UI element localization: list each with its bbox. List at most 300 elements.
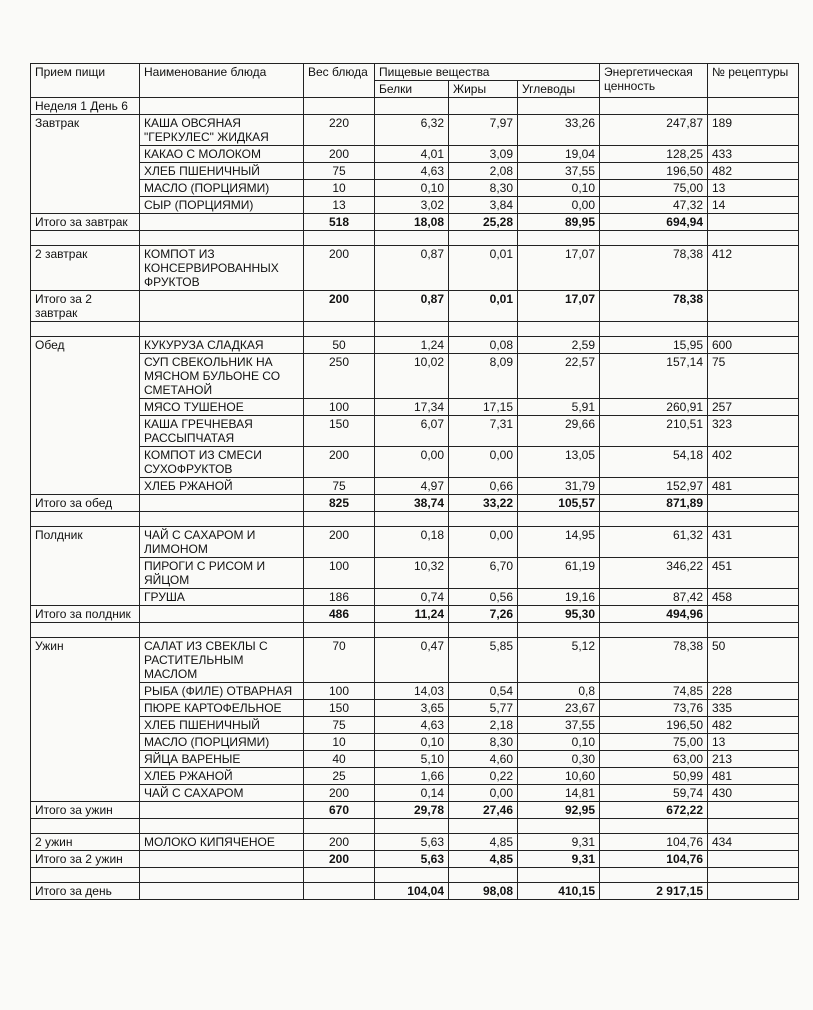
total-label: Итого за ужин: [31, 802, 140, 819]
dish-fat: 7,97: [449, 115, 518, 146]
dish-name: МОЛОКО КИПЯЧЕНОЕ: [140, 834, 304, 851]
empty-cell: [304, 868, 375, 883]
empty-cell: [304, 883, 375, 900]
total-energy: 672,22: [600, 802, 708, 819]
empty-cell: [375, 819, 449, 834]
dish-fat: 3,84: [449, 197, 518, 214]
dish-recipe: 323: [708, 416, 799, 447]
dish-row: [31, 180, 799, 197]
empty-cell: [375, 623, 449, 638]
dish-row: [31, 717, 799, 734]
dish-fat: 0,66: [449, 478, 518, 495]
dish-recipe: 600: [708, 337, 799, 354]
dish-weight: 150: [304, 700, 375, 717]
dish-recipe: 228: [708, 683, 799, 700]
dish-fat: 0,22: [449, 768, 518, 785]
dish-recipe: 482: [708, 163, 799, 180]
empty-cell: [31, 623, 140, 638]
dish-energy: 63,00: [600, 751, 708, 768]
dish-protein: 3,02: [375, 197, 449, 214]
dish-row: [31, 337, 799, 354]
dish-fat: 0,01: [449, 246, 518, 291]
empty-cell: [708, 606, 799, 623]
dish-row: [31, 478, 799, 495]
empty-cell: [31, 322, 140, 337]
dish-energy: 128,25: [600, 146, 708, 163]
dish-fat: 4,85: [449, 834, 518, 851]
empty-cell: [140, 802, 304, 819]
dish-recipe: 189: [708, 115, 799, 146]
dish-carbs: 0,30: [518, 751, 600, 768]
dish-row: [31, 115, 799, 146]
dish-row: [31, 163, 799, 180]
empty-cell: [140, 851, 304, 868]
dish-name: КОМПОТ ИЗ СМЕСИ СУХОФРУКТОВ: [140, 447, 304, 478]
dish-protein: 3,65: [375, 700, 449, 717]
empty-cell: [140, 623, 304, 638]
dish-row: [31, 246, 799, 291]
dish-protein: 0,14: [375, 785, 449, 802]
empty-cell: [708, 851, 799, 868]
empty-cell: [449, 322, 518, 337]
dish-fat: 6,70: [449, 558, 518, 589]
dish-row: [31, 354, 799, 399]
meal-name: Обед: [31, 337, 140, 495]
dish-weight: 200: [304, 785, 375, 802]
dish-name: ХЛЕБ РЖАНОЙ: [140, 768, 304, 785]
dish-recipe: 13: [708, 734, 799, 751]
empty-cell: [518, 868, 600, 883]
dish-carbs: 0,10: [518, 180, 600, 197]
dish-fat: 0,08: [449, 337, 518, 354]
dish-fat: 7,31: [449, 416, 518, 447]
dish-carbs: 2,59: [518, 337, 600, 354]
dish-recipe: 433: [708, 146, 799, 163]
dish-recipe: 481: [708, 768, 799, 785]
dish-protein: 0,10: [375, 180, 449, 197]
total-weight: 518: [304, 214, 375, 231]
dish-weight: 200: [304, 834, 375, 851]
day-total-row: [31, 883, 799, 900]
day-total-energy: 2 917,15: [600, 883, 708, 900]
empty-cell: [708, 291, 799, 322]
total-fat: 27,46: [449, 802, 518, 819]
dish-carbs: 0,00: [518, 197, 600, 214]
empty-cell: [449, 623, 518, 638]
empty-cell: [304, 231, 375, 246]
header-protein: Белки: [375, 81, 449, 98]
total-energy: 871,89: [600, 495, 708, 512]
dish-protein: 5,10: [375, 751, 449, 768]
meal-name: Ужин: [31, 638, 140, 802]
dish-recipe: 481: [708, 478, 799, 495]
dish-energy: 54,18: [600, 447, 708, 478]
dish-row: [31, 638, 799, 683]
spacer-row: [31, 512, 799, 527]
dish-protein: 17,34: [375, 399, 449, 416]
dish-recipe: 75: [708, 354, 799, 399]
dish-row: [31, 785, 799, 802]
total-protein: 18,08: [375, 214, 449, 231]
dish-fat: 0,56: [449, 589, 518, 606]
total-fat: 4,85: [449, 851, 518, 868]
empty-cell: [449, 512, 518, 527]
dish-energy: 78,38: [600, 638, 708, 683]
dish-protein: 10,02: [375, 354, 449, 399]
dish-recipe: 335: [708, 700, 799, 717]
week-day-label: Неделя 1 День 6: [31, 98, 140, 115]
empty-cell: [708, 322, 799, 337]
dish-fat: 8,30: [449, 180, 518, 197]
dish-carbs: 22,57: [518, 354, 600, 399]
empty-cell: [304, 512, 375, 527]
empty-cell: [600, 231, 708, 246]
dish-row: [31, 700, 799, 717]
dish-name: ПЮРЕ КАРТОФЕЛЬНОЕ: [140, 700, 304, 717]
dish-weight: 50: [304, 337, 375, 354]
dish-name: ПИРОГИ С РИСОМ И ЯЙЦОМ: [140, 558, 304, 589]
empty-cell: [375, 231, 449, 246]
dish-name: МАСЛО (ПОРЦИЯМИ): [140, 734, 304, 751]
dish-carbs: 33,26: [518, 115, 600, 146]
empty-cell: [518, 231, 600, 246]
dish-weight: 100: [304, 558, 375, 589]
dish-weight: 40: [304, 751, 375, 768]
dish-carbs: 10,60: [518, 768, 600, 785]
dish-row: [31, 558, 799, 589]
dish-energy: 59,74: [600, 785, 708, 802]
dish-name: МАСЛО (ПОРЦИЯМИ): [140, 180, 304, 197]
empty-cell: [31, 231, 140, 246]
spacer-row: [31, 322, 799, 337]
empty-cell: [140, 819, 304, 834]
empty-cell: [140, 291, 304, 322]
dish-recipe: 451: [708, 558, 799, 589]
meal-name: Завтрак: [31, 115, 140, 214]
dish-row: [31, 399, 799, 416]
total-label: Итого за полдник: [31, 606, 140, 623]
header-fat: Жиры: [449, 81, 518, 98]
dish-recipe: 50: [708, 638, 799, 683]
dish-energy: 157,14: [600, 354, 708, 399]
empty-cell: [140, 231, 304, 246]
total-weight: 670: [304, 802, 375, 819]
dish-carbs: 5,91: [518, 399, 600, 416]
empty-cell: [708, 883, 799, 900]
empty-cell: [140, 606, 304, 623]
empty-cell: [708, 802, 799, 819]
dish-recipe: 431: [708, 527, 799, 558]
empty-cell: [449, 868, 518, 883]
dish-name: ЯЙЦА ВАРЕНЫЕ: [140, 751, 304, 768]
total-protein: 0,87: [375, 291, 449, 322]
menu-table: [30, 63, 799, 900]
spacer-row: [31, 819, 799, 834]
dish-fat: 8,09: [449, 354, 518, 399]
dish-energy: 61,32: [600, 527, 708, 558]
empty-cell: [708, 819, 799, 834]
dish-row: [31, 447, 799, 478]
dish-protein: 0,10: [375, 734, 449, 751]
dish-row: [31, 683, 799, 700]
dish-fat: 2,08: [449, 163, 518, 180]
dish-carbs: 9,31: [518, 834, 600, 851]
total-energy: 494,96: [600, 606, 708, 623]
dish-weight: 220: [304, 115, 375, 146]
dish-name: СУП СВЕКОЛЬНИК НА МЯСНОМ БУЛЬОНЕ СО СМЕТАНОЙ: [140, 354, 304, 399]
dish-carbs: 37,55: [518, 163, 600, 180]
dish-weight: 100: [304, 683, 375, 700]
dish-name: ГРУША: [140, 589, 304, 606]
dish-protein: 0,18: [375, 527, 449, 558]
empty-cell: [708, 231, 799, 246]
empty-cell: [140, 868, 304, 883]
empty-cell: [708, 512, 799, 527]
dish-recipe: 482: [708, 717, 799, 734]
dish-weight: 150: [304, 416, 375, 447]
empty-cell: [708, 623, 799, 638]
dish-carbs: 17,07: [518, 246, 600, 291]
dish-energy: 15,95: [600, 337, 708, 354]
dish-protein: 0,74: [375, 589, 449, 606]
empty-cell: [140, 883, 304, 900]
dish-row: [31, 527, 799, 558]
dish-energy: 74,85: [600, 683, 708, 700]
dish-name: КАКАО С МОЛОКОМ: [140, 146, 304, 163]
dish-recipe: 434: [708, 834, 799, 851]
dish-energy: 210,51: [600, 416, 708, 447]
meal-name: Полдник: [31, 527, 140, 606]
dish-carbs: 31,79: [518, 478, 600, 495]
empty-cell: [518, 819, 600, 834]
dish-protein: 4,63: [375, 163, 449, 180]
empty-cell: [140, 322, 304, 337]
dish-name: РЫБА (ФИЛЕ) ОТВАРНАЯ: [140, 683, 304, 700]
dish-name: КАША ГРЕЧНЕВАЯ РАССЫПЧАТАЯ: [140, 416, 304, 447]
dish-carbs: 61,19: [518, 558, 600, 589]
dish-fat: 5,85: [449, 638, 518, 683]
section-total-row: [31, 851, 799, 868]
dish-weight: 70: [304, 638, 375, 683]
dish-energy: 196,50: [600, 717, 708, 734]
empty-cell: [708, 495, 799, 512]
empty-cell: [140, 495, 304, 512]
header-row: [31, 64, 799, 81]
dish-row: [31, 734, 799, 751]
dish-weight: 200: [304, 447, 375, 478]
spacer-row: [31, 623, 799, 638]
dish-weight: 100: [304, 399, 375, 416]
dish-energy: 73,76: [600, 700, 708, 717]
dish-weight: 186: [304, 589, 375, 606]
dish-fat: 0,00: [449, 527, 518, 558]
header-weight: Вес блюда: [304, 64, 375, 98]
dish-fat: 5,77: [449, 700, 518, 717]
dish-recipe: 430: [708, 785, 799, 802]
dish-fat: 0,00: [449, 447, 518, 478]
day-total-carbs: 410,15: [518, 883, 600, 900]
dish-carbs: 0,10: [518, 734, 600, 751]
dish-protein: 1,24: [375, 337, 449, 354]
total-label: Итого за обед: [31, 495, 140, 512]
dish-protein: 4,01: [375, 146, 449, 163]
dish-fat: 2,18: [449, 717, 518, 734]
empty-cell: [375, 322, 449, 337]
dish-row: [31, 768, 799, 785]
empty-cell: [600, 623, 708, 638]
dish-weight: 25: [304, 768, 375, 785]
dish-recipe: 402: [708, 447, 799, 478]
header-dish: Наименование блюда: [140, 64, 304, 98]
spacer-row: [31, 868, 799, 883]
dish-row: [31, 834, 799, 851]
total-weight: 200: [304, 851, 375, 868]
day-total-protein: 104,04: [375, 883, 449, 900]
dish-carbs: 37,55: [518, 717, 600, 734]
dish-carbs: 13,05: [518, 447, 600, 478]
empty-cell: [304, 322, 375, 337]
dish-carbs: 19,16: [518, 589, 600, 606]
dish-weight: 10: [304, 734, 375, 751]
dish-carbs: 14,81: [518, 785, 600, 802]
total-energy: 694,94: [600, 214, 708, 231]
empty-cell: [31, 868, 140, 883]
empty-cell: [518, 322, 600, 337]
dish-weight: 200: [304, 246, 375, 291]
total-energy: 78,38: [600, 291, 708, 322]
empty-cell: [518, 623, 600, 638]
dish-fat: 3,09: [449, 146, 518, 163]
dish-protein: 0,47: [375, 638, 449, 683]
dish-energy: 260,91: [600, 399, 708, 416]
dish-fat: 8,30: [449, 734, 518, 751]
section-total-row: [31, 214, 799, 231]
dish-carbs: 19,04: [518, 146, 600, 163]
empty-cell: [304, 623, 375, 638]
total-fat: 25,28: [449, 214, 518, 231]
total-energy: 104,76: [600, 851, 708, 868]
total-weight: 825: [304, 495, 375, 512]
dish-protein: 0,00: [375, 447, 449, 478]
day-total-fat: 98,08: [449, 883, 518, 900]
dish-recipe: 14: [708, 197, 799, 214]
week-day-row: [31, 98, 799, 115]
dish-recipe: 412: [708, 246, 799, 291]
dish-row: [31, 751, 799, 768]
dish-energy: 78,38: [600, 246, 708, 291]
empty-cell: [31, 819, 140, 834]
dish-name: МЯСО ТУШЕНОЕ: [140, 399, 304, 416]
dish-weight: 10: [304, 180, 375, 197]
dish-energy: 47,32: [600, 197, 708, 214]
dish-recipe: 257: [708, 399, 799, 416]
dish-fat: 0,00: [449, 785, 518, 802]
dish-energy: 196,50: [600, 163, 708, 180]
dish-name: САЛАТ ИЗ СВЕКЛЫ С РАСТИТЕЛЬНЫМ МАСЛОМ: [140, 638, 304, 683]
dish-name: ХЛЕБ РЖАНОЙ: [140, 478, 304, 495]
dish-protein: 5,63: [375, 834, 449, 851]
total-fat: 7,26: [449, 606, 518, 623]
empty-cell: [375, 868, 449, 883]
dish-weight: 250: [304, 354, 375, 399]
dish-fat: 17,15: [449, 399, 518, 416]
total-label: Итого за завтрак: [31, 214, 140, 231]
dish-energy: 104,76: [600, 834, 708, 851]
dish-energy: 50,99: [600, 768, 708, 785]
empty-cell: [449, 231, 518, 246]
empty-cell: [600, 868, 708, 883]
dish-name: ХЛЕБ ПШЕНИЧНЫЙ: [140, 717, 304, 734]
meal-name: 2 ужин: [31, 834, 140, 851]
dish-weight: 75: [304, 478, 375, 495]
total-protein: 5,63: [375, 851, 449, 868]
empty-cell: [140, 512, 304, 527]
empty-cell: [708, 868, 799, 883]
dish-energy: 75,00: [600, 180, 708, 197]
empty-cell: [449, 819, 518, 834]
dish-carbs: 29,66: [518, 416, 600, 447]
dish-recipe: 213: [708, 751, 799, 768]
dish-row: [31, 197, 799, 214]
section-total-row: [31, 606, 799, 623]
dish-weight: 75: [304, 717, 375, 734]
dish-protein: 14,03: [375, 683, 449, 700]
dish-energy: 87,42: [600, 589, 708, 606]
dish-energy: 247,87: [600, 115, 708, 146]
total-carbs: 89,95: [518, 214, 600, 231]
dish-fat: 4,60: [449, 751, 518, 768]
dish-carbs: 14,95: [518, 527, 600, 558]
total-carbs: 9,31: [518, 851, 600, 868]
spacer-row: [31, 231, 799, 246]
total-weight: 486: [304, 606, 375, 623]
dish-weight: 13: [304, 197, 375, 214]
dish-fat: 0,54: [449, 683, 518, 700]
empty-cell: [140, 214, 304, 231]
total-carbs: 105,57: [518, 495, 600, 512]
day-total-label: Итого за день: [31, 883, 140, 900]
section-total-row: [31, 291, 799, 322]
dish-recipe: 13: [708, 180, 799, 197]
dish-protein: 1,66: [375, 768, 449, 785]
dish-protein: 10,32: [375, 558, 449, 589]
dish-weight: 200: [304, 146, 375, 163]
dish-name: ЧАЙ С САХАРОМ И ЛИМОНОМ: [140, 527, 304, 558]
section-total-row: [31, 495, 799, 512]
empty-cell: [600, 322, 708, 337]
total-carbs: 95,30: [518, 606, 600, 623]
meal-name: 2 завтрак: [31, 246, 140, 291]
dish-weight: 200: [304, 527, 375, 558]
total-protein: 38,74: [375, 495, 449, 512]
total-carbs: 17,07: [518, 291, 600, 322]
empty-cell: [31, 512, 140, 527]
dish-name: КОМПОТ ИЗ КОНСЕРВИРОВАННЫХ ФРУКТОВ: [140, 246, 304, 291]
header-nutrients: Пищевые вещества: [375, 64, 600, 81]
dish-energy: 75,00: [600, 734, 708, 751]
header-carbs: Углеводы: [518, 81, 600, 98]
total-fat: 33,22: [449, 495, 518, 512]
dish-energy: 152,97: [600, 478, 708, 495]
empty-cell: [600, 819, 708, 834]
dish-row: [31, 589, 799, 606]
empty-cell: [375, 512, 449, 527]
total-weight: 200: [304, 291, 375, 322]
dish-protein: 4,97: [375, 478, 449, 495]
dish-recipe: 458: [708, 589, 799, 606]
total-protein: 29,78: [375, 802, 449, 819]
total-label: Итого за 2 ужин: [31, 851, 140, 868]
